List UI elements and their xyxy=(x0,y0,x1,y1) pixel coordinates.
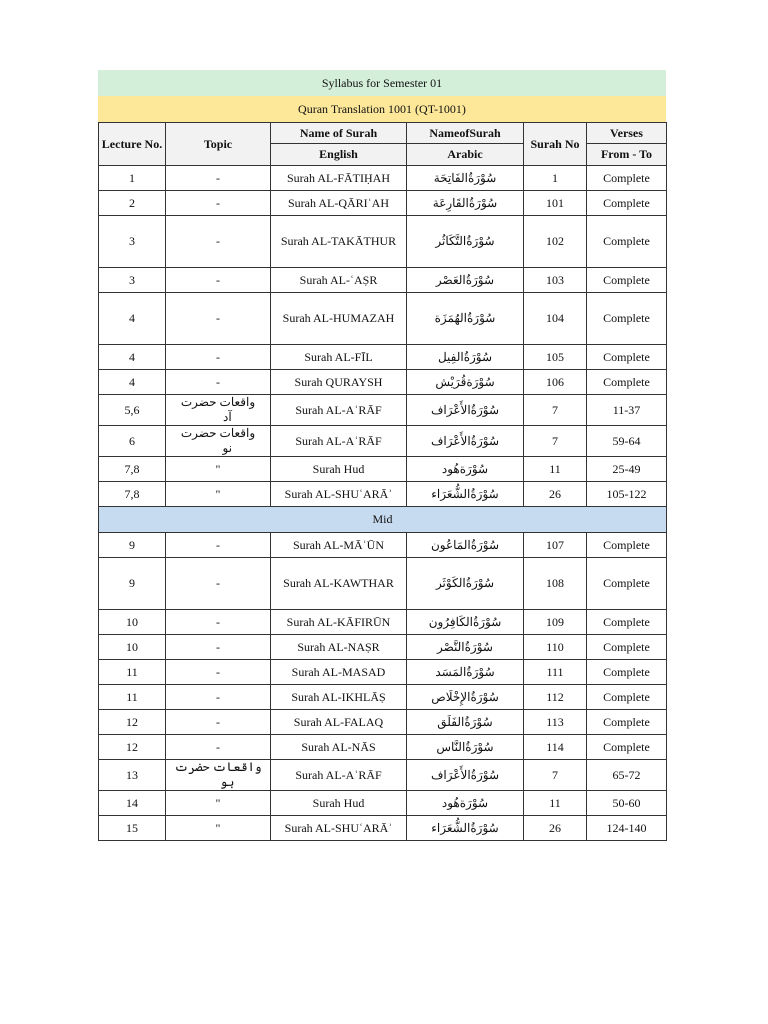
table-row xyxy=(99,191,667,216)
surah-number-cell: 107 xyxy=(524,533,587,558)
lecture-cell: 6 xyxy=(99,426,166,457)
surah-english-cell: Surah AL-KĀFIRŪN xyxy=(271,610,407,635)
lecture-cell: 11 xyxy=(99,660,166,685)
surah-number-cell: 113 xyxy=(524,710,587,735)
verses-cell: 124-140 xyxy=(587,816,667,841)
surah-arabic-cell: سُوْرَةُالفَلَق xyxy=(407,710,524,735)
lecture-cell: 4 xyxy=(99,293,166,345)
syllabus-table xyxy=(98,122,667,841)
topic-cell: - xyxy=(166,216,271,268)
table-row xyxy=(99,482,667,507)
surah-arabic-cell: سُوْرَةقُرَيْش xyxy=(407,370,524,395)
surah-arabic-cell: سُوْرَةُالشُّعَرَاء xyxy=(407,482,524,507)
table-row xyxy=(99,791,667,816)
table-row xyxy=(99,735,667,760)
topic-cell: - xyxy=(166,166,271,191)
lecture-cell: 9 xyxy=(99,533,166,558)
surah-number-cell: 108 xyxy=(524,558,587,610)
table-row xyxy=(99,760,667,791)
table-row xyxy=(99,660,667,685)
lecture-cell: 14 xyxy=(99,791,166,816)
lecture-cell: 4 xyxy=(99,370,166,395)
surah-english-cell: Surah AL-FĪL xyxy=(271,345,407,370)
table-row xyxy=(99,166,667,191)
surah-number-cell: 11 xyxy=(524,457,587,482)
surah-english-cell: Surah QURAYSH xyxy=(271,370,407,395)
syllabus-document xyxy=(98,70,666,841)
verses-cell: Complete xyxy=(587,533,667,558)
lecture-cell: 12 xyxy=(99,710,166,735)
verses-cell: Complete xyxy=(587,558,667,610)
table-row xyxy=(99,345,667,370)
table-row xyxy=(99,268,667,293)
lecture-cell: 9 xyxy=(99,558,166,610)
rows-before-mid xyxy=(99,166,667,507)
surah-english-cell: Surah AL-AʿRĀF xyxy=(271,760,407,791)
surah-english-cell: Surah Hud xyxy=(271,791,407,816)
topic-cell: - xyxy=(166,710,271,735)
header-english-sub: English xyxy=(271,144,407,166)
table-row xyxy=(99,533,667,558)
surah-arabic-cell: سُوْرَةُالأَعْرَاف xyxy=(407,760,524,791)
surah-english-cell: Surah AL-NAṢR xyxy=(271,635,407,660)
header-name-english: Name of Surah xyxy=(271,123,407,144)
course-title: Quran Translation 1001 (QT-1001) xyxy=(98,96,666,122)
surah-number-cell: 106 xyxy=(524,370,587,395)
header-arabic-sub: Arabic xyxy=(407,144,524,166)
verses-cell: Complete xyxy=(587,191,667,216)
table-row xyxy=(99,635,667,660)
rows-after-mid xyxy=(99,533,667,841)
table-row xyxy=(99,685,667,710)
table-row xyxy=(99,395,667,426)
surah-arabic-cell: سُوْرَةهُود xyxy=(407,457,524,482)
surah-english-cell: Surah AL-MĀʿŪN xyxy=(271,533,407,558)
table-row xyxy=(99,216,667,268)
surah-arabic-cell: سُوْرَةُالقَارِعَة xyxy=(407,191,524,216)
mid-label: Mid xyxy=(99,507,667,533)
surah-english-cell: Surah AL-IKHLĀṢ xyxy=(271,685,407,710)
topic-cell: " xyxy=(166,457,271,482)
surah-number-cell: 101 xyxy=(524,191,587,216)
surah-number-cell: 111 xyxy=(524,660,587,685)
lecture-cell: 12 xyxy=(99,735,166,760)
verses-cell: 105-122 xyxy=(587,482,667,507)
topic-cell: - xyxy=(166,370,271,395)
header-lecture: Lecture No. xyxy=(99,123,166,166)
verses-cell: Complete xyxy=(587,610,667,635)
surah-number-cell: 102 xyxy=(524,216,587,268)
topic-cell: - xyxy=(166,191,271,216)
surah-english-cell: Surah AL-MASAD xyxy=(271,660,407,685)
verses-cell: Complete xyxy=(587,685,667,710)
surah-english-cell: Surah AL-TAKĀTHUR xyxy=(271,216,407,268)
syllabus-title: Syllabus for Semester 01 xyxy=(98,70,666,96)
surah-arabic-cell: سُوْرَةهُود xyxy=(407,791,524,816)
verses-cell: Complete xyxy=(587,370,667,395)
topic-cell: - xyxy=(166,635,271,660)
header-topic: Topic xyxy=(166,123,271,166)
surah-number-cell: 110 xyxy=(524,635,587,660)
surah-arabic-cell: سُوْرَةُالمَاعُون xyxy=(407,533,524,558)
topic-cell: " xyxy=(166,816,271,841)
lecture-cell: 2 xyxy=(99,191,166,216)
lecture-cell: 3 xyxy=(99,268,166,293)
surah-english-cell: Surah AL-NĀS xyxy=(271,735,407,760)
surah-arabic-cell: سُوْرَةُالعَصْر xyxy=(407,268,524,293)
topic-cell: واقعات حضرت آدمؑ xyxy=(166,395,271,426)
verses-cell: 11-37 xyxy=(587,395,667,426)
surah-english-cell: Surah AL-AʿRĀF xyxy=(271,426,407,457)
surah-number-cell: 26 xyxy=(524,482,587,507)
surah-number-cell: 1 xyxy=(524,166,587,191)
lecture-cell: 11 xyxy=(99,685,166,710)
surah-number-cell: 7 xyxy=(524,426,587,457)
surah-english-cell: Surah AL-ʿAṢR xyxy=(271,268,407,293)
surah-arabic-cell: سُوْرَةُالفِيل xyxy=(407,345,524,370)
surah-number-cell: 7 xyxy=(524,760,587,791)
surah-arabic-cell: سُوْرَةُالكَوْثَر xyxy=(407,558,524,610)
surah-english-cell: Surah AL-KAWTHAR xyxy=(271,558,407,610)
lecture-cell: 13 xyxy=(99,760,166,791)
lecture-cell: 15 xyxy=(99,816,166,841)
topic-cell: - xyxy=(166,610,271,635)
mid-section xyxy=(99,507,667,533)
topic-cell: - xyxy=(166,268,271,293)
topic-cell: - xyxy=(166,685,271,710)
header-surah-no: Surah No xyxy=(524,123,587,166)
table-row xyxy=(99,426,667,457)
table-row xyxy=(99,558,667,610)
table-row xyxy=(99,370,667,395)
surah-number-cell: 104 xyxy=(524,293,587,345)
surah-number-cell: 112 xyxy=(524,685,587,710)
verses-cell: 50-60 xyxy=(587,791,667,816)
surah-number-cell: 105 xyxy=(524,345,587,370)
topic-cell: - xyxy=(166,345,271,370)
surah-arabic-cell: سُوْرَةُالإِخْلَاص xyxy=(407,685,524,710)
verses-cell: Complete xyxy=(587,166,667,191)
surah-number-cell: 26 xyxy=(524,816,587,841)
table-row xyxy=(99,293,667,345)
verses-cell: Complete xyxy=(587,345,667,370)
verses-cell: 59-64 xyxy=(587,426,667,457)
surah-english-cell: Surah AL-FALAQ xyxy=(271,710,407,735)
table-row xyxy=(99,816,667,841)
verses-cell: Complete xyxy=(587,635,667,660)
topic-cell: - xyxy=(166,735,271,760)
topic-cell: - xyxy=(166,558,271,610)
lecture-cell: 1 xyxy=(99,166,166,191)
surah-arabic-cell: سُوْرَةُالفَاتِحَة xyxy=(407,166,524,191)
surah-number-cell: 114 xyxy=(524,735,587,760)
surah-english-cell: Surah AL-SHUʿARĀʾ xyxy=(271,816,407,841)
surah-arabic-cell: سُوْرَةُالكَافِرُون xyxy=(407,610,524,635)
header-from-to: From - To xyxy=(587,144,667,166)
surah-arabic-cell: سُوْرَةُالأَعْرَاف xyxy=(407,395,524,426)
verses-cell: Complete xyxy=(587,710,667,735)
verses-cell: Complete xyxy=(587,660,667,685)
surah-arabic-cell: سُوْرَةُالتَّكَاثُر xyxy=(407,216,524,268)
lecture-cell: 3 xyxy=(99,216,166,268)
table-row xyxy=(99,457,667,482)
lecture-cell: 7,8 xyxy=(99,457,166,482)
surah-arabic-cell: سُوْرَةُالشُّعَرَاء xyxy=(407,816,524,841)
lecture-cell: 4 xyxy=(99,345,166,370)
verses-cell: Complete xyxy=(587,735,667,760)
surah-number-cell: 109 xyxy=(524,610,587,635)
topic-cell: " xyxy=(166,482,271,507)
header-verses: Verses xyxy=(587,123,667,144)
surah-number-cell: 11 xyxy=(524,791,587,816)
surah-arabic-cell: سُوْرَةُالنَّصْر xyxy=(407,635,524,660)
verses-cell: 25-49 xyxy=(587,457,667,482)
lecture-cell: 7,8 xyxy=(99,482,166,507)
lecture-cell: 10 xyxy=(99,635,166,660)
verses-cell: Complete xyxy=(587,293,667,345)
table-row xyxy=(99,710,667,735)
surah-english-cell: Surah AL-SHUʿARĀʾ xyxy=(271,482,407,507)
surah-arabic-cell: سُوْرَةُالهُمَزَة xyxy=(407,293,524,345)
surah-english-cell: Surah Hud xyxy=(271,457,407,482)
topic-cell: - xyxy=(166,293,271,345)
surah-arabic-cell: سُوْرَةُالنَّاس xyxy=(407,735,524,760)
surah-number-cell: 103 xyxy=(524,268,587,293)
lecture-cell: 5,6 xyxy=(99,395,166,426)
mid-row xyxy=(99,507,667,533)
topic-cell: واقعات حضرت ہودؑ xyxy=(166,760,271,791)
topic-cell: " xyxy=(166,791,271,816)
topic-cell: - xyxy=(166,660,271,685)
topic-cell: - xyxy=(166,533,271,558)
table-row xyxy=(99,610,667,635)
header-name-arabic: NameofSurah xyxy=(407,123,524,144)
lecture-cell: 10 xyxy=(99,610,166,635)
surah-english-cell: Surah AL-HUMAZAH xyxy=(271,293,407,345)
surah-number-cell: 7 xyxy=(524,395,587,426)
verses-cell: 65-72 xyxy=(587,760,667,791)
surah-english-cell: Surah AL-FĀTIḤAH xyxy=(271,166,407,191)
verses-cell: Complete xyxy=(587,216,667,268)
topic-cell: واقعات حضرت نوحؑ xyxy=(166,426,271,457)
verses-cell: Complete xyxy=(587,268,667,293)
surah-english-cell: Surah AL-QĀRIʿAH xyxy=(271,191,407,216)
surah-arabic-cell: سُوْرَةُالأَعْرَاف xyxy=(407,426,524,457)
surah-arabic-cell: سُوْرَةُالمَسَد xyxy=(407,660,524,685)
surah-english-cell: Surah AL-AʿRĀF xyxy=(271,395,407,426)
